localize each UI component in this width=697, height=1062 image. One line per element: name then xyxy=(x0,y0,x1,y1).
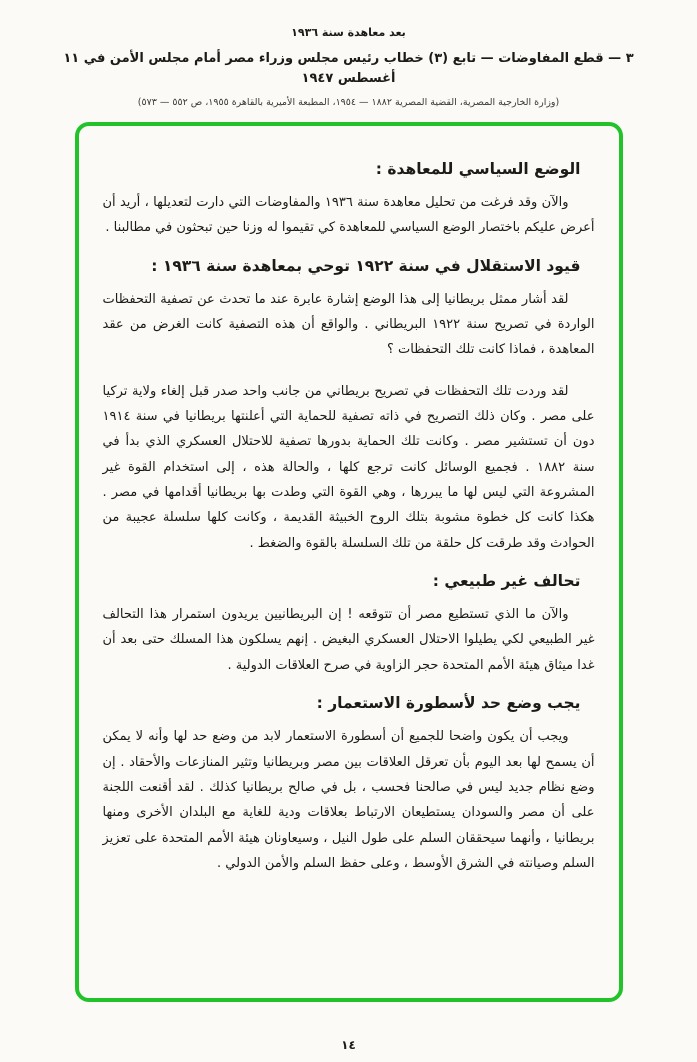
paragraph: والآن ما الذي تستطيع مصر أن تتوقعه ! إن البريطانيين يريدون استمرار هذا التحالف غير الطبيعي لكي يطيلوا الاحتلال العسكري البغيض . إنهم يسلكون هذا المسلك حتى بعد أن غدا ميثاق هيئة الأمم المتحدة حجر الزاوية في صرح العلاقات الدولية . xyxy=(102,607,595,673)
running-head: بعد معاهدة سنة ١٩٣٦ xyxy=(291,26,406,39)
highlighted-text-box xyxy=(75,122,623,1002)
page-header xyxy=(0,0,697,108)
page-footer xyxy=(0,1038,697,1052)
section-unnatural-alliance xyxy=(103,572,595,678)
section-independence-restrictions xyxy=(103,257,595,556)
section-heading: يجب وضع حد لأسطورة الاستعمار : xyxy=(316,694,581,713)
paragraph: لقد وردت تلك التحفظات في تصريح بريطاني من جانب واحد صدر قبل إلغاء ولاية تركيا على مصر . وكان ذلك التصريح في ذاته تصفية للحماية التي أعلنتها بريطانيا في سنة ١٩١٤ دون أن تستشير مصر . وكانت تلك الحماية بدورها تصفية للاحتلال العسكري الذي بدأ في سنة ١٨٨٢ . فجميع الوسائل كانت ترجع كلها ، والحالة هذه ، إلى استخدام القوة غير المشروعة التي ليس لها ما يبررها ، وهي القوة التي وطدت بها بريطانيا أقدامها في مصر . هكذا كانت كل خطوة مشوبة بتلك الروح الخبيثة القديمة ، وكانت كلها سلسلة عجيبة من الحوادث وقد طرقت كل حلقة من تلك السلسلة بالقوة والضغط . xyxy=(102,383,595,551)
paragraph: والآن وقد فرغت من تحليل معاهدة سنة ١٩٣٦ والمفاوضات التي دارت لتعديلها ، أريد أن أعرض عليكم باختصار الوضع السياسي للمعاهدة كي تقيموا له وزنا حين تبحثون في مطالبنا . xyxy=(102,195,595,236)
paragraph: ويجب أن يكون واضحا للجميع أن أسطورة الاستعمار لابد من وضع حد لها وأنه لا يمكن أن يسمح لها بعد اليوم بأن تعرقل العلاقات بين مصر وبريطانيا وتثير المنازعات والأحقاد . إن وضع نظام جديد ليس في صالحنا فحسب ، بل في صالح بريطانيا كذلك . لقد أقنعت اللجنة على أن مصر والسودان يستطيعان الارتباط بعلاقات ودية للغاية مع البلدان الأخرى ومنها بريطانيا ، وأنهما سيحققان السلم على طول النيل ، وسيعاونان هيئة الأمم المتحدة على تعزيز السلم وصيانته في الشرق الأوسط ، وعلى حفظ السلم والأمن الدولي . xyxy=(102,729,595,871)
section-heading: تحالف غير طبيعي : xyxy=(432,572,581,591)
page-number: ١٤ xyxy=(341,1038,356,1052)
section-end-colonial-myth xyxy=(103,694,595,876)
document-title: ٣ — قطع المفاوضات — تابع (٣) خطاب رئيس مجلس وزراء مصر أمام مجلس الأمن في ١١ أغسطس ١٩٤٧ xyxy=(63,51,634,86)
paragraph: لقد أشار ممثل بريطانيا إلى هذا الوضع إشارة عابرة عند ما تحدث عن تصفية التحفظات الواردة في تصريح سنة ١٩٢٢ البريطاني . والواقع أن هذه التصفية كانت الغرض من عقد المعاهدة ، فماذا كانت تلك التحفظات ؟ xyxy=(102,291,595,358)
section-political-status xyxy=(103,160,595,241)
source-citation: (وزارة الخارجية المصرية، القضية المصرية ١٨٨٢ — ١٩٥٤، المطبعة الأميرية بالقاهرة ١٩٥٥، ص ٥٥٢ — ٥٧٣) xyxy=(137,97,560,108)
section-heading: الوضع السياسي للمعاهدة : xyxy=(375,160,581,178)
section-heading: قيود الاستقلال في سنة ١٩٢٢ توحي بمعاهدة سنة ١٩٣٦ : xyxy=(151,256,581,275)
